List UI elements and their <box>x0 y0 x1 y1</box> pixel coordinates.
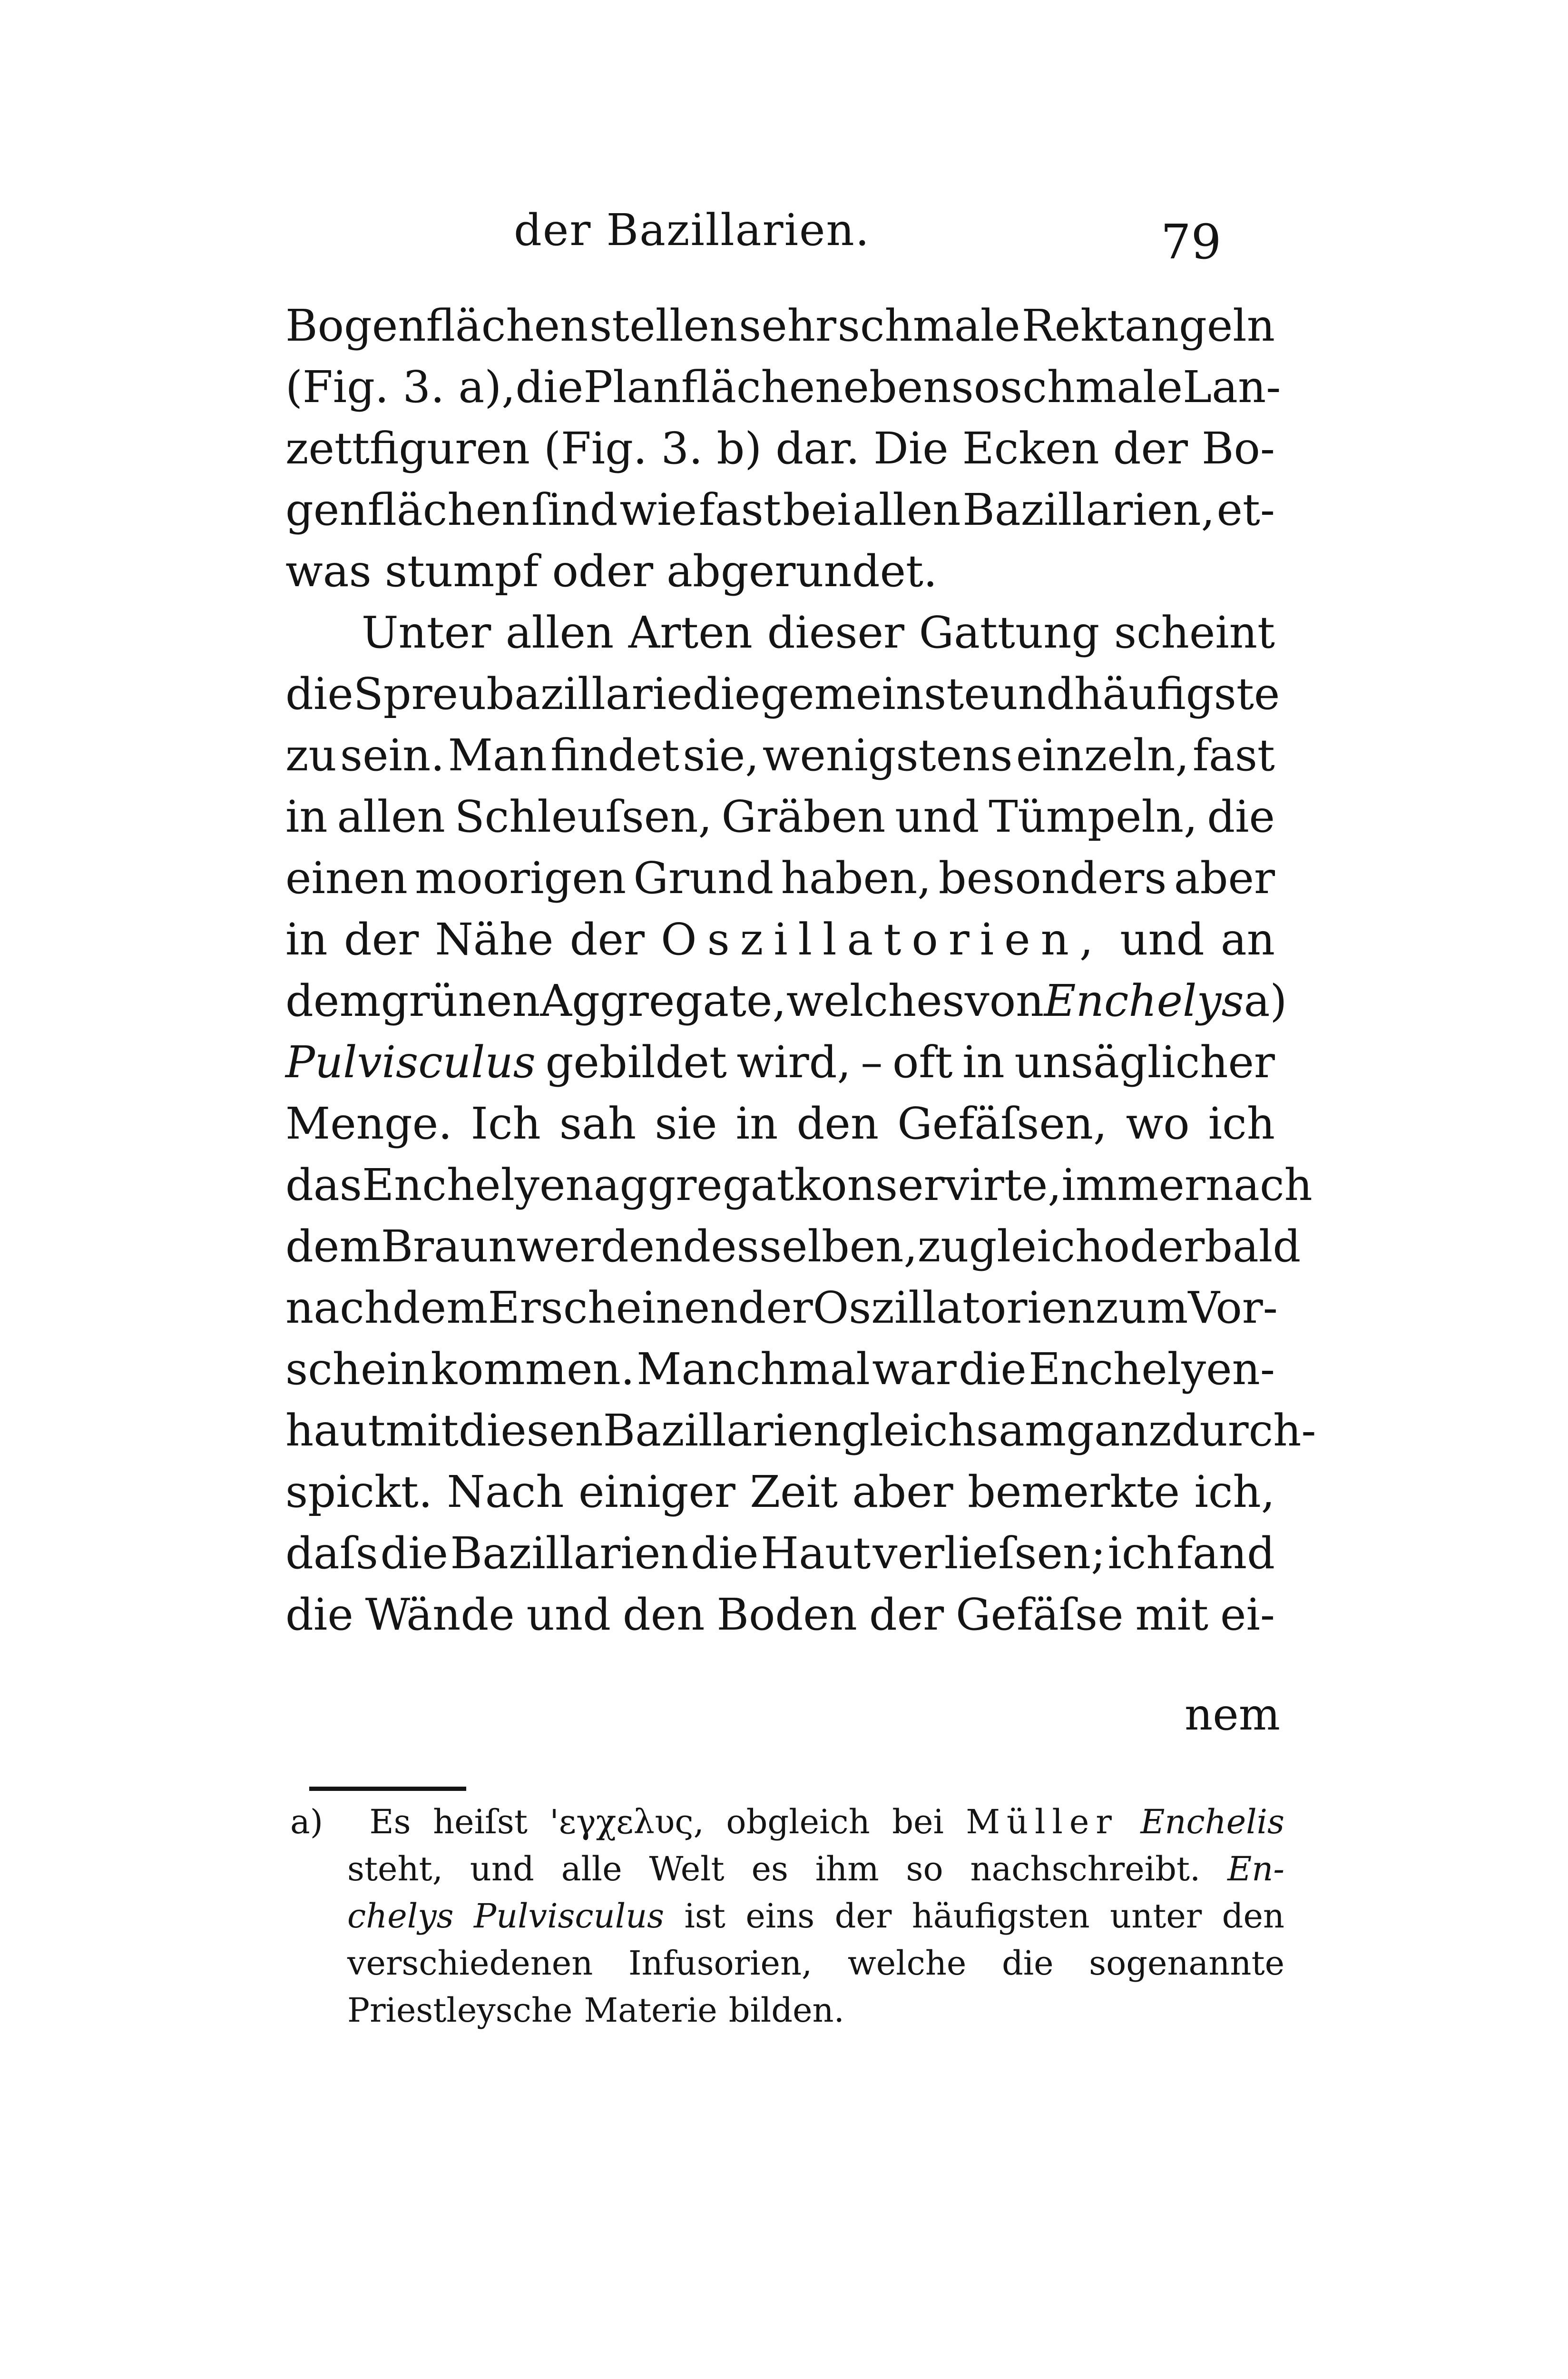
word-italic: Enchelis <box>1140 1802 1284 1841</box>
word: häufigste <box>1074 668 1280 719</box>
word: Gefäſse <box>956 1589 1124 1640</box>
word: sehr <box>739 300 836 351</box>
text-line <box>285 1277 1278 1338</box>
text-line <box>285 1523 1275 1584</box>
word: und <box>1120 914 1205 965</box>
word: Zeit <box>750 1466 838 1517</box>
word: Boden <box>716 1589 857 1640</box>
text-line <box>285 909 1275 970</box>
word: sie <box>655 1098 717 1149</box>
word: bald <box>1205 1221 1301 1272</box>
word: eben <box>843 362 951 413</box>
word: allen <box>505 607 614 658</box>
word: Oszillatorien <box>813 1282 1096 1333</box>
footnote-rule <box>309 1787 466 1791</box>
word: verschiedenen <box>347 1944 593 1983</box>
word: und <box>526 1589 611 1640</box>
word: Aggregate, <box>540 975 786 1026</box>
word: Bazillarien, <box>962 484 1215 535</box>
word: so <box>951 362 1000 413</box>
word: fast <box>1192 730 1275 781</box>
word: dar. <box>775 423 860 474</box>
word: in <box>285 791 328 842</box>
word: welches <box>786 975 965 1026</box>
word: schmale <box>837 300 1020 351</box>
word: einiger <box>578 1466 735 1517</box>
word: diesen <box>458 1405 603 1456</box>
text-line <box>285 663 1280 725</box>
word: Gräben <box>721 791 886 842</box>
word: Schleuſsen, <box>454 791 712 842</box>
word: an <box>1220 914 1275 965</box>
word: nach <box>285 1282 392 1333</box>
word: Ecken <box>962 423 1099 474</box>
word: unter <box>1110 1897 1202 1936</box>
word: Infusorien, <box>628 1944 813 1983</box>
word: ihm <box>815 1849 879 1888</box>
word: den <box>1222 1897 1284 1936</box>
word: Enchelyenaggregat <box>362 1160 794 1210</box>
word: Planflächen <box>583 362 843 413</box>
word-italic: chelys <box>347 1897 454 1936</box>
word: sie, <box>683 730 759 781</box>
page-number: 79 <box>1161 214 1222 270</box>
word: Tümpeln, <box>989 791 1198 842</box>
word: ganz <box>1066 1405 1172 1456</box>
footnote-line <box>347 1893 1284 1940</box>
word: Welt <box>649 1849 725 1888</box>
text-line <box>285 725 1275 786</box>
word: alle <box>561 1849 622 1888</box>
word: ich <box>1208 1098 1275 1149</box>
text-line <box>285 602 1275 663</box>
word: in <box>962 1037 1005 1088</box>
word: gebildet <box>545 1037 727 1088</box>
text-line <box>285 970 1287 1032</box>
word: steht, <box>347 1849 443 1888</box>
text-line <box>285 1216 1301 1277</box>
word: wenigstens <box>762 730 1013 781</box>
word: aber <box>852 1466 953 1517</box>
word: immer <box>1061 1160 1205 1210</box>
word: dem <box>392 1282 488 1333</box>
word: die <box>692 668 761 719</box>
word: Vor- <box>1188 1282 1278 1333</box>
word: in <box>285 914 328 965</box>
word: die <box>1001 1944 1054 1983</box>
word: findet <box>550 730 680 781</box>
word: der <box>1113 423 1188 474</box>
footnote-line <box>347 1846 1284 1893</box>
word: Lan- <box>1183 362 1281 413</box>
word: Rektangeln <box>1021 300 1275 351</box>
footnote-reference: a) <box>1244 975 1287 1026</box>
word: besonders <box>938 853 1167 904</box>
word: fast <box>698 484 781 535</box>
text-line <box>285 1338 1275 1400</box>
word: den <box>622 1589 705 1640</box>
footnote-line <box>347 1987 1284 2034</box>
word: so <box>906 1849 943 1888</box>
word: Es <box>369 1802 411 1841</box>
word: haut <box>285 1405 386 1456</box>
word: der <box>869 1589 944 1640</box>
word: Bazillarien <box>603 1405 842 1456</box>
word: zettfiguren <box>285 423 530 474</box>
text-line <box>285 1584 1275 1645</box>
word: wie <box>619 484 697 535</box>
word: spickt. <box>285 1466 433 1517</box>
word-spaced-emphasis: Oszillatorien, <box>661 914 1104 965</box>
word: die <box>285 668 353 719</box>
word: desselben, <box>683 1221 918 1272</box>
text-line <box>285 1400 1316 1461</box>
word: eins <box>745 1897 815 1936</box>
text-line <box>285 786 1275 847</box>
word: Materie <box>584 1991 717 2030</box>
word: Enchelyen- <box>1029 1344 1275 1395</box>
running-title: der Bazillarien. <box>514 205 870 256</box>
text-line <box>285 418 1275 479</box>
word: Man <box>448 730 547 781</box>
word: stumpf <box>384 546 539 597</box>
word: der <box>738 1282 813 1333</box>
word: die <box>285 1589 353 1640</box>
text-line <box>285 1154 1313 1216</box>
word: Priestleysche <box>347 1991 573 2030</box>
word: Haut <box>760 1528 871 1579</box>
word: aber <box>1174 853 1275 904</box>
word: bemerkte <box>967 1466 1180 1517</box>
word: war <box>872 1344 957 1395</box>
word: dem <box>285 1221 381 1272</box>
word: was <box>285 546 372 597</box>
text-line <box>285 1032 1275 1093</box>
word: ich <box>1107 1528 1175 1579</box>
word: zugleich <box>917 1221 1104 1272</box>
word: ich, <box>1194 1466 1275 1517</box>
word: gleichsam <box>841 1405 1067 1456</box>
word-italic: En- <box>1227 1849 1284 1888</box>
word: sein. <box>340 730 445 781</box>
word: sogenannte <box>1089 1944 1284 1983</box>
word: es <box>751 1849 788 1888</box>
word: durch- <box>1171 1405 1316 1456</box>
word: verlieſsen; <box>872 1528 1106 1579</box>
word: Nähe <box>435 914 554 965</box>
word: Gattung <box>919 607 1100 658</box>
word-spaced-emphasis: Müller <box>966 1802 1118 1841</box>
word: Manchmal <box>637 1344 870 1395</box>
footnote-line <box>347 1940 1284 1987</box>
word: kommen. <box>431 1344 635 1395</box>
text-line <box>285 295 1275 356</box>
word: nach <box>1205 1160 1313 1210</box>
word: abgerundet. <box>666 546 938 597</box>
word: oft <box>892 1037 953 1088</box>
word: daſs <box>285 1528 379 1579</box>
word: einzeln, <box>1016 730 1189 781</box>
word: von <box>964 975 1044 1026</box>
word: Gefäſsen, <box>897 1098 1107 1149</box>
footnote <box>290 1799 1284 2034</box>
word: häufigsten <box>911 1897 1090 1936</box>
body-text <box>285 295 1316 1645</box>
text-line <box>285 847 1275 909</box>
word: moorigen <box>415 853 627 904</box>
word: einen <box>285 853 408 904</box>
word: unsäglicher <box>1014 1037 1275 1088</box>
word: welche <box>847 1944 967 1983</box>
word: ist <box>684 1897 725 1936</box>
word: Wände <box>365 1589 515 1640</box>
word: Spreubazillarie <box>353 668 693 719</box>
word: Die <box>873 423 949 474</box>
word: mit <box>1135 1589 1209 1640</box>
word: Bo- <box>1201 423 1275 474</box>
word: oder <box>1103 1221 1205 1272</box>
word: heiſst <box>433 1802 528 1841</box>
word: in <box>735 1098 778 1149</box>
word: Arten <box>628 607 753 658</box>
word: die <box>959 1344 1027 1395</box>
word: genflächen <box>285 484 530 535</box>
word: Ich <box>470 1098 541 1149</box>
word: konservirte, <box>794 1160 1062 1210</box>
word: stellen <box>589 300 738 351</box>
word: Nach <box>447 1466 564 1517</box>
word: sah <box>559 1098 637 1149</box>
catchword: nem <box>1185 1689 1280 1740</box>
text-line <box>285 479 1275 541</box>
word: bilden. <box>728 1991 844 2030</box>
word: und <box>470 1849 534 1888</box>
word: haben, <box>781 853 931 904</box>
word: schmale <box>1000 362 1183 413</box>
word: bei <box>783 484 851 535</box>
word: dieser <box>767 607 904 658</box>
footnote-line <box>290 1799 1284 1846</box>
word: mit <box>385 1405 459 1456</box>
word: die <box>1207 791 1275 842</box>
footnote-marker: a) <box>290 1802 323 1841</box>
word: der <box>569 914 645 965</box>
word: Bazillarien <box>450 1528 689 1579</box>
word: Bogenflächen <box>285 300 588 351</box>
word: bei <box>892 1802 944 1841</box>
word: Braunwerden <box>381 1221 683 1272</box>
word: et- <box>1216 484 1275 535</box>
word: 'εγχελυς, <box>549 1802 704 1841</box>
word: wo <box>1126 1098 1190 1149</box>
word: schein <box>285 1344 429 1395</box>
word: ſind <box>531 484 618 535</box>
word: (Fig. 3. b) <box>543 423 762 474</box>
word: den <box>796 1098 879 1149</box>
word: der <box>343 914 419 965</box>
word: fand <box>1176 1528 1275 1579</box>
text-line <box>285 1093 1275 1154</box>
word: und <box>990 668 1075 719</box>
word: scheint <box>1114 607 1275 658</box>
word: dem <box>285 975 381 1026</box>
word-italic: Enchelys <box>1044 975 1244 1026</box>
word: obgleich <box>726 1802 870 1841</box>
word: wird, <box>736 1037 851 1088</box>
word: das <box>285 1160 362 1210</box>
word-italic: Pulvisculus <box>285 1037 536 1088</box>
word: die <box>380 1528 449 1579</box>
word: Erscheinen <box>488 1282 738 1333</box>
word: oder <box>552 546 654 597</box>
text-line <box>285 1461 1275 1523</box>
word: ei- <box>1220 1589 1275 1640</box>
text-line <box>285 356 1281 418</box>
word: Unter <box>362 607 491 658</box>
word: (Fig. 3. a), <box>285 362 516 413</box>
word: die <box>690 1528 759 1579</box>
word: allen <box>853 484 961 535</box>
word: und <box>895 791 980 842</box>
word: der <box>834 1897 892 1936</box>
word: zum <box>1095 1282 1188 1333</box>
word: die <box>515 362 584 413</box>
word: Menge. <box>285 1098 452 1149</box>
word: Grund <box>633 853 774 904</box>
word-italic: Pulvisculus <box>473 1897 665 1936</box>
word: zu <box>285 730 337 781</box>
word: nachschreibt. <box>970 1849 1201 1888</box>
word: allen <box>337 791 445 842</box>
word: grünen <box>381 975 540 1026</box>
dash: – <box>861 1037 883 1088</box>
text-line <box>285 541 1275 602</box>
word: gemeinste <box>760 668 990 719</box>
